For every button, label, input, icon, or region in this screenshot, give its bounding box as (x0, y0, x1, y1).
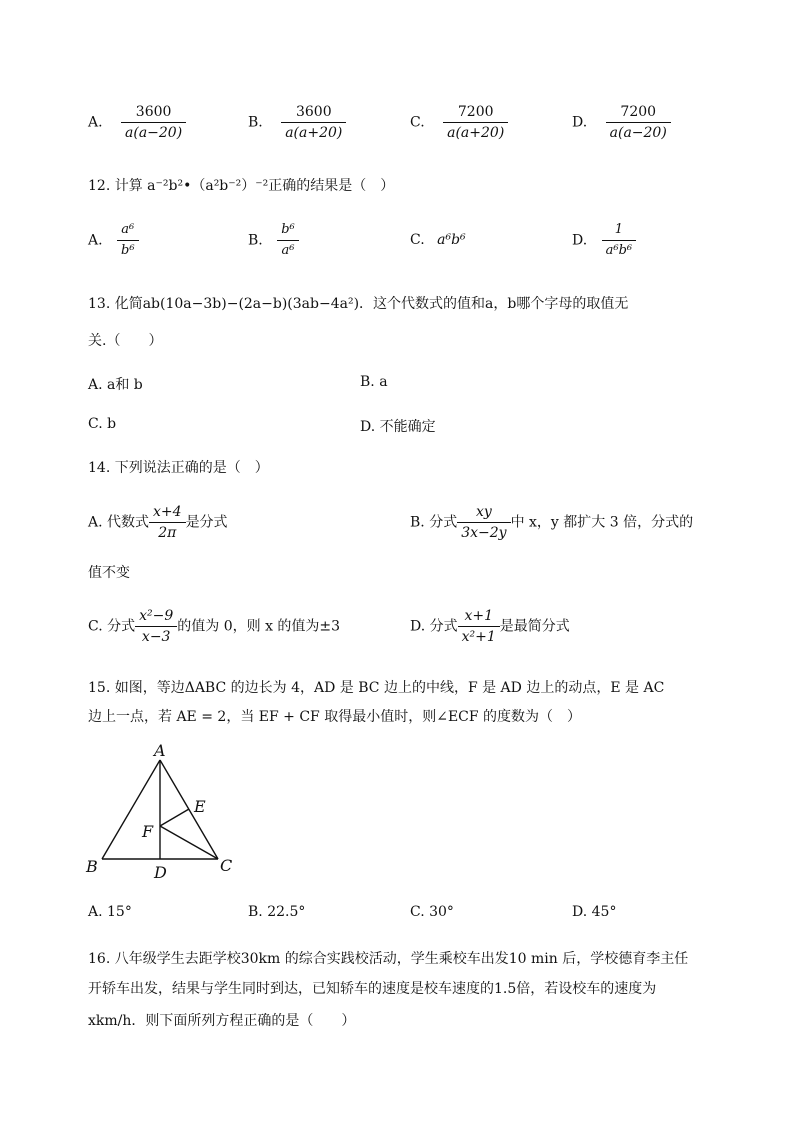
segment-fe (160, 809, 189, 826)
q15-option-a: A. 15° (88, 904, 132, 920)
fraction (443, 104, 508, 141)
q16-line1: 16. 八年级学生去距学校30km 的综合实践校活动，学生乘校车出发10 min 后，学校德育李主任 (88, 951, 689, 967)
option-label: A. (88, 114, 103, 131)
triangle-figure (80, 740, 260, 880)
numerator: x+1 (458, 608, 500, 627)
label-d: D (154, 863, 167, 880)
label-b: B (86, 857, 98, 876)
numerator: a⁶ (117, 222, 139, 241)
option-label: C. (410, 114, 425, 131)
label-f: F (142, 822, 154, 841)
fraction (135, 608, 177, 645)
option-text: B. 分式 (410, 514, 458, 531)
q14-option-d (410, 608, 570, 645)
fraction (121, 104, 186, 141)
denominator: x−3 (141, 629, 171, 645)
numerator: x²−9 (135, 608, 177, 627)
q13-stem-line1: 13. 化简ab(10a−3b)−(2a−b)(3ab−4a²)．这个代数式的值和a，b哪个字母的取值无 (88, 296, 629, 312)
q15-option-b: B. 22.5° (248, 904, 306, 920)
q16-line2: 开轿车出发，结果与学生同时到达，已知轿车的速度是校车速度的1.5倍，若设校车的速度为 (88, 981, 657, 997)
denominator: a(a+20) (447, 125, 505, 141)
denominator: a(a+20) (285, 125, 343, 141)
option-text: 是分式 (185, 514, 228, 531)
fraction (602, 222, 637, 259)
numerator: x+4 (149, 504, 186, 523)
label-c: C (220, 856, 233, 875)
option-label: D. (572, 232, 588, 249)
denominator: x²+1 (461, 629, 496, 645)
option-text: 是最简分式 (499, 618, 570, 635)
denominator: a(a−20) (125, 125, 183, 141)
q12-option-d (572, 222, 636, 259)
q12-option-a (88, 222, 139, 259)
numerator: 7200 (606, 104, 671, 123)
q13-option-d: D. 不能确定 (360, 419, 436, 435)
numerator: 7200 (443, 104, 508, 123)
fraction (457, 504, 510, 541)
q13-option-b: B. a (360, 374, 388, 390)
q12-stem: 12. 计算 a⁻²b²•（a²b⁻²）⁻²正确的结果是（ ） (88, 178, 395, 194)
numerator: xy (457, 504, 510, 523)
denominator: a⁶b⁶ (605, 243, 633, 258)
option-label: B. (248, 232, 263, 249)
option-label: B. (248, 114, 263, 131)
q14-stem: 14. 下列说法正确的是（ ） (88, 460, 269, 476)
q11-option-b (248, 104, 346, 141)
denominator: a⁶ (281, 243, 295, 258)
option-text: A. 代数式 (88, 514, 150, 531)
q12-option-c (410, 232, 466, 248)
q14-option-b (410, 504, 693, 541)
q14-option-c (88, 608, 340, 645)
option-text: 的值为 0，则 x 的值为±3 (177, 618, 341, 635)
option-label: C. (410, 232, 425, 248)
q16-line3: xkm/h．则下面所列方程正确的是（ ） (88, 1013, 356, 1029)
numerator: 1 (602, 222, 637, 241)
segment-fc (160, 826, 218, 859)
option-text: C. 分式 (88, 618, 136, 635)
q12-option-b (248, 222, 299, 259)
q11-option-a (88, 104, 186, 141)
q13-stem-line2: 关.（ ） (88, 333, 163, 349)
fraction (606, 104, 671, 141)
denominator: 3x−2y (461, 525, 507, 541)
q15-option-d: D. 45° (572, 904, 617, 920)
option-text: 中 x，y 都扩大 3 倍，分式的 (510, 514, 694, 531)
q13-option-a: A. a和 b (88, 377, 143, 393)
fraction (281, 104, 346, 141)
option-label: D. (572, 114, 588, 131)
q13-option-c: C. b (88, 416, 117, 432)
q14-option-a (88, 504, 228, 541)
option-label: A. (88, 232, 103, 249)
option-text: D. 分式 (410, 618, 458, 635)
q15-option-c: C. 30° (410, 904, 454, 920)
denominator: a(a−20) (609, 125, 667, 141)
denominator: b⁶ (121, 243, 135, 258)
fraction (277, 222, 299, 259)
q11-option-c (410, 104, 508, 141)
q11-option-d (572, 104, 671, 141)
label-a: A (154, 741, 166, 760)
fraction (149, 504, 186, 541)
denominator: 2π (158, 525, 177, 541)
numerator: b⁶ (277, 222, 299, 241)
label-e: E (194, 797, 206, 816)
q15-stem-line2: 边上一点，若 AE = 2，当 EF + CF 取得最小值时，则∠ECF 的度数为（ ） (88, 709, 582, 725)
q15-stem-line1: 15. 如图，等边ΔABC 的边长为 4，AD 是 BC 边上的中线，F 是 AD 边上的动点，E 是 AC (88, 680, 665, 696)
numerator: 3600 (281, 104, 346, 123)
q14-option-b-continued: 值不变 (88, 565, 130, 581)
fraction (458, 608, 500, 645)
side-ab (102, 760, 160, 859)
fraction (117, 222, 139, 259)
option-text: a⁶b⁶ (437, 232, 466, 248)
numerator: 3600 (121, 104, 186, 123)
